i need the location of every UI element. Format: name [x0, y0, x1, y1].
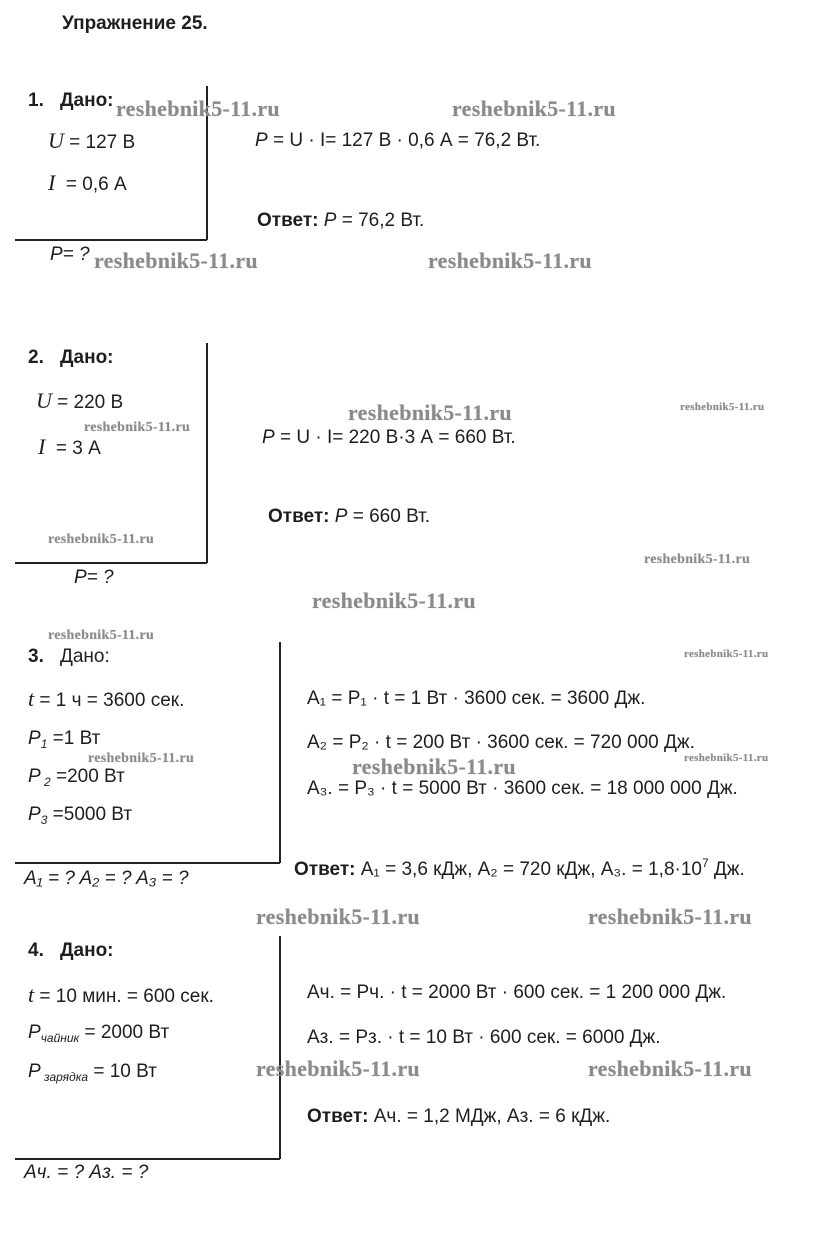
variable-p: P	[28, 1061, 41, 1082]
formula-rest: = U · I= 127 В · 0,6 А = 76,2 Вт.	[267, 130, 541, 151]
value-u: = 127 В	[69, 132, 136, 153]
problem-4-given-label: Дано:	[60, 940, 114, 961]
problem-2-horizontal-rule	[15, 562, 207, 564]
watermark: reshebnik5-11.ru	[644, 552, 751, 567]
value-t: = 1 ч = 3600 сек.	[34, 690, 185, 711]
problem-3-line-1: A₁ = P₁ · t = 1 Вт · 3600 сек. = 3600 Дж.	[307, 688, 646, 709]
problem-2-given-u	[36, 388, 123, 414]
problem-1-answer	[257, 210, 424, 232]
problem-4-number: 4.	[28, 940, 44, 961]
watermark: reshebnik5-11.ru	[588, 904, 752, 929]
problem-1-given-i	[48, 170, 127, 196]
watermark: reshebnik5-11.ru	[428, 248, 592, 273]
problem-4-given-pk	[28, 1022, 169, 1045]
value-t: = 10 мин. = 600 сек.	[34, 986, 214, 1007]
problem-4-horizontal-rule	[15, 1158, 280, 1160]
subscript: чайник	[40, 1031, 80, 1045]
variable-i: I	[48, 170, 56, 195]
formula-rest: = U · I= 220 В·3 А = 660 Вт.	[274, 427, 516, 448]
problem-2-answer	[268, 506, 430, 528]
variable-u: U	[36, 388, 52, 413]
problem-2-number: 2.	[28, 347, 44, 368]
answer-label: Ответ:	[307, 1106, 369, 1127]
problem-2-vertical-rule	[206, 343, 208, 563]
value-p1: =1 Вт	[47, 728, 101, 749]
subscript: 1	[40, 737, 48, 751]
watermark: reshebnik5-11.ru	[256, 1056, 420, 1081]
exponent: 7	[701, 856, 709, 870]
watermark: reshebnik5-11.ru	[588, 1056, 752, 1081]
problem-3-number: 3.	[28, 646, 44, 667]
problem-1-given-label: Дано:	[60, 90, 114, 111]
value-i: = 3 А	[55, 438, 101, 459]
variable-u: U	[48, 128, 64, 153]
watermark: reshebnik5-11.ru	[116, 96, 280, 121]
variable-t: t	[28, 982, 35, 1007]
subscript: зарядка	[40, 1070, 89, 1084]
problem-3-given-t	[28, 686, 184, 712]
variable-p: P	[28, 1022, 41, 1043]
problem-3-given-label: Дано:	[60, 646, 110, 667]
problem-3-given-p1	[28, 728, 100, 751]
answer-unit: Дж.	[708, 859, 745, 880]
watermark: reshebnik5-11.ru	[684, 752, 769, 764]
watermark: reshebnik5-11.ru	[352, 754, 516, 779]
problem-3-find: A₁ = ? A₂ = ? A₃ = ?	[24, 868, 189, 889]
problem-2-find: P= ?	[74, 567, 114, 588]
answer-value: = 76,2 Вт.	[336, 210, 425, 231]
page-title: Упражнение 25.	[62, 13, 208, 34]
answer-label: Ответ:	[294, 859, 356, 880]
answer-label: Ответ:	[268, 506, 330, 527]
problem-4-line-2: Aз. = Pз. · t = 10 Вт · 600 сек. = 6000 Дж.	[307, 1027, 661, 1048]
formula-p: P	[262, 427, 275, 448]
watermark: reshebnik5-11.ru	[312, 588, 476, 613]
value-p3: =5000 Вт	[47, 804, 133, 825]
problem-2-formula	[262, 427, 516, 449]
value-i: = 0,6 А	[65, 174, 127, 195]
problem-4-given-t	[28, 982, 214, 1008]
variable-p: P	[28, 766, 41, 787]
problem-4-line-1: Aч. = Pч. · t = 2000 Вт · 600 сек. = 1 200 000 Дж.	[307, 982, 727, 1003]
subscript: 3	[40, 813, 48, 827]
answer-p: P	[334, 506, 348, 527]
answer-value: Aч. = 1,2 МДж, Aз. = 6 кДж.	[368, 1106, 611, 1127]
problem-3-answer	[294, 856, 745, 881]
problem-3-line-3: A₃. = P₃ · t = 5000 Вт · 3600 сек. = 18 000 000 Дж.	[307, 778, 738, 799]
watermark: reshebnik5-11.ru	[48, 628, 155, 643]
variable-p: P	[28, 804, 41, 825]
problem-4-given-pz	[28, 1061, 157, 1084]
problem-4-answer	[307, 1106, 610, 1128]
problem-3-horizontal-rule	[15, 862, 280, 864]
answer-value: = 660 Вт.	[347, 506, 430, 527]
watermark: reshebnik5-11.ru	[684, 648, 769, 660]
problem-4-find: Aч. = ? Aз. = ?	[24, 1162, 149, 1183]
watermark: reshebnik5-11.ru	[680, 401, 765, 413]
watermark: reshebnik5-11.ru	[348, 400, 512, 425]
problem-2-given-label: Дано:	[60, 347, 114, 368]
watermark: reshebnik5-11.ru	[256, 904, 420, 929]
value-pk: = 2000 Вт	[79, 1022, 170, 1043]
watermark: reshebnik5-11.ru	[84, 420, 191, 435]
variable-t: t	[28, 686, 35, 711]
problem-3-line-2: A₂ = P₂ · t = 200 Вт · 3600 сек. = 720 000 Дж.	[307, 732, 695, 753]
watermark: reshebnik5-11.ru	[452, 96, 616, 121]
watermark: reshebnik5-11.ru	[48, 532, 155, 547]
problem-2-given-i	[38, 434, 101, 460]
formula-p: P	[255, 130, 268, 151]
answer-p: P	[323, 210, 337, 231]
problem-1-formula	[255, 130, 540, 152]
subscript: 2	[40, 775, 51, 789]
problem-1-horizontal-rule	[15, 239, 207, 241]
problem-4-vertical-rule	[279, 936, 281, 1159]
watermark: reshebnik5-11.ru	[88, 751, 195, 766]
value-u: = 220 В	[57, 392, 124, 413]
problem-1-given-u	[48, 128, 135, 154]
value-pz: = 10 Вт	[88, 1061, 157, 1082]
problem-1-find: P= ?	[50, 244, 90, 265]
answer-label: Ответ:	[257, 210, 319, 231]
problem-1-number: 1.	[28, 90, 44, 111]
variable-p: P	[28, 728, 41, 749]
value-p2: =200 Вт	[50, 766, 125, 787]
problem-3-given-p2	[28, 766, 125, 789]
problem-3-given-p3	[28, 804, 132, 827]
answer-value: A₁ = 3,6 кДж, A₂ = 720 кДж, A₃. = 1,8·10	[355, 859, 702, 880]
variable-i: I	[38, 434, 46, 459]
problem-3-vertical-rule	[279, 642, 281, 863]
watermark: reshebnik5-11.ru	[94, 248, 258, 273]
